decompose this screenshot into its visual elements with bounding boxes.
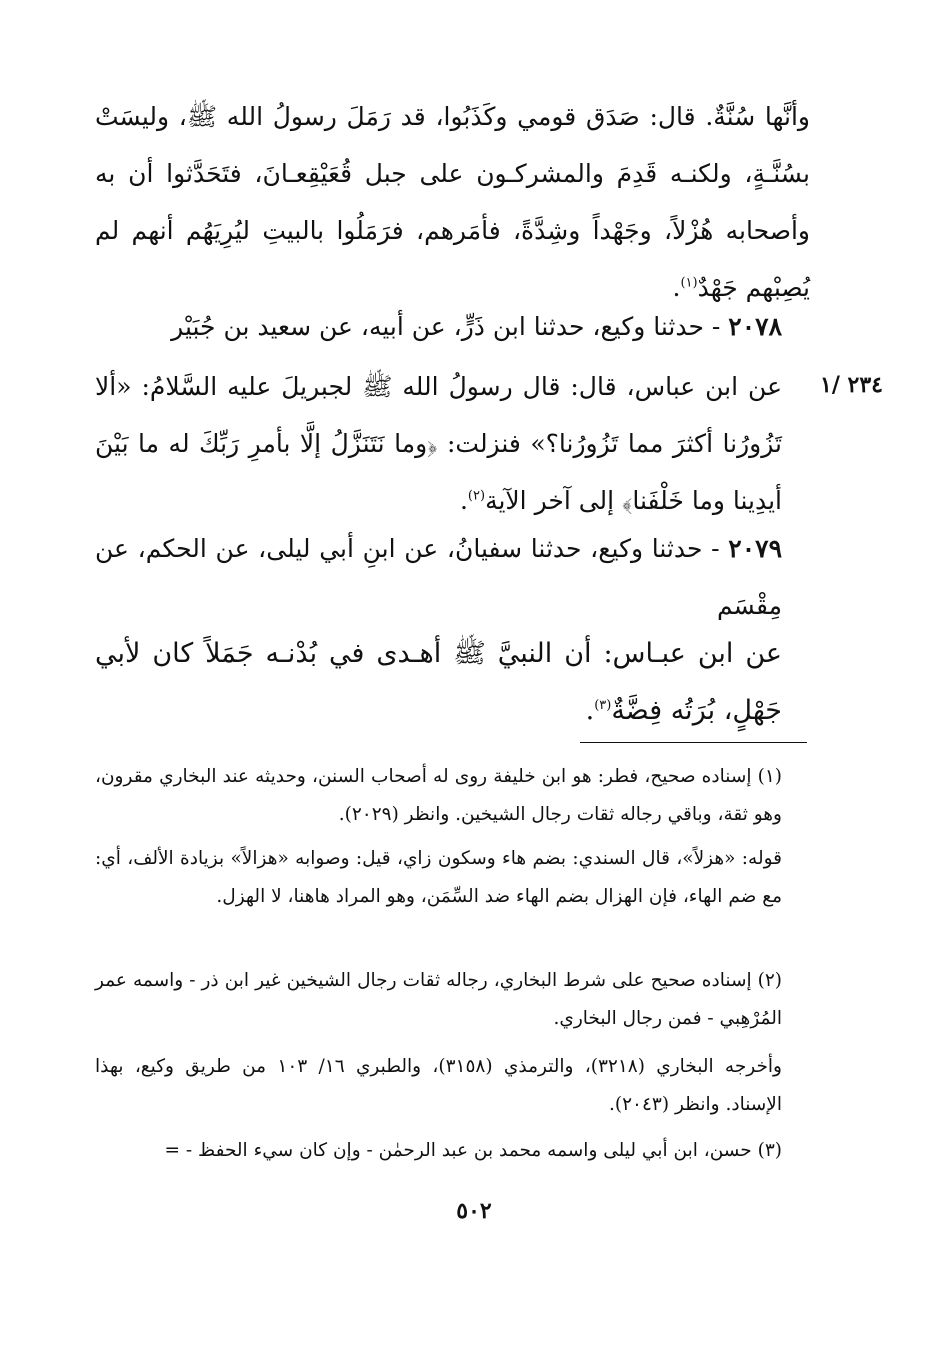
footnote-3: [95, 1132, 810, 1170]
isnad-text: - حدثنا وكيع، حدثنا ابن ذَرٍّ، عن أبيه، عن سعيد بن جُبَيْر: [171, 312, 721, 341]
isnad-line: [95, 298, 810, 355]
hadith-matn: [95, 358, 810, 529]
footnote-2-text: (٢) إسناده صحيح على شرط البخاري، رجاله ثقات رجال الشيخين غير ابن ذر - واسمه عمر المُرْهِبي - فمن رجال البخاري.: [95, 970, 782, 1029]
period: .: [459, 486, 468, 515]
footnote-ref-3[interactable]: (٣): [594, 698, 612, 713]
isnad-line: [95, 520, 810, 634]
footnote-2: [95, 962, 810, 1038]
hadith-2079-isnad: [95, 520, 810, 634]
hadith-number: ٢٠٧٩: [728, 534, 783, 563]
period: .: [672, 273, 681, 302]
footnote-1-comment: قوله: «هزلاً»، قال السندي: بضم هاء وسكون زاي، قيل: وصوابه «هزالاً» بزيادة الألف، أي: مع ضم الهاء، فإن الهزال بضم الهاء ضد السِّمَن، وهو المراد هاهنا، لا الهزل.: [95, 848, 782, 907]
footnote-3-text: (٣) حسن، ابن أبي ليلى واسمه محمد بن عبد الرحمٰن - وإن كان سيء الحفظ - =: [164, 1140, 782, 1161]
paragraph-text: وأنَّها سُنَّةٌ. قال: صَدَق قومي وكَذَبُوا، قد رَمَلَ رسولُ الله ﷺ، وليسَتْ بسُنَّـةٍ، ولكنـه قَدِمَ والمشركـون على جبل قُعَيْقِعـانَ، فتَحَدَّثوا أن به وأصحابه هُزْلاً، وجَهْداً وشِدَّةً، فأمَرهم، فرَمَلُوا بالبيتِ ليُرِيَهُم أنهم لم يُصِبْهم جَهْدٌ: [95, 102, 810, 302]
footnote-1-text: (١) إسناده صحيح، فطر: هو ابن خليفة روى له أصحاب السنن، وحديثه عند البخاري مقرون، وهو ثقة، وباقي رجاله ثقات رجال الشيخين. وانظر (٢٠٢٩).: [95, 766, 782, 825]
hadith-number: ٢٠٧٨: [728, 312, 782, 341]
footnote-2-takhrij: وأخرجه البخاري (٣٢١٨)، والترمذي (٣١٥٨)، والطبري ١٦/ ١٠٣ من طريق وكيع، بهذا الإسناد. وانظر (٢٠٤٣).: [95, 1056, 782, 1115]
hadith-2078-isnad: [95, 298, 810, 355]
footnote-ref-1[interactable]: (١): [680, 275, 698, 291]
page-number: ٥٠٢: [456, 1198, 492, 1224]
footnote-1-note: [95, 840, 810, 916]
hadith-2078-text: [95, 358, 810, 529]
period: .: [585, 695, 595, 726]
hadith-matn: [95, 625, 810, 739]
footnote-1: [95, 758, 810, 834]
footnote-2-sources: [95, 1048, 810, 1124]
paragraph-continuation: [95, 88, 810, 316]
hadith-2079-text: [95, 625, 810, 739]
matn-text: عن ابن عباس، قال: قال رسولُ الله ﷺ لجبريلَ عليه السَّلامُ: «ألا تَزُورُنا أكثرَ مما تَزُورُنا؟» فنزلت: ﴿وما نَتَنَزَّلُ إلَّا بأمرِ رَبِّكَ له ما بَيْنَ أيدِينا وما خَلْفَنا﴾ إلى آخر الآية: [95, 372, 782, 515]
footnote-ref-2[interactable]: (٢): [467, 488, 486, 504]
matn-text: عن ابن عبـاس: أن النبيَّ ﷺ أهـدى في بُدْنـه جَمَلاً كان لأبي جَهْلٍ، بُرَتُه فِضَّةٌ: [95, 638, 782, 726]
marginal-volume-page: ١/ ٢٣٤: [820, 372, 883, 398]
main-text: [95, 88, 810, 316]
isnad-text: - حدثنا وكيع، حدثنا سفيانُ، عن ابنِ أبي ليلى، عن الحكم، عن مِقْسَم: [95, 534, 782, 620]
footnote-separator: [580, 742, 807, 743]
